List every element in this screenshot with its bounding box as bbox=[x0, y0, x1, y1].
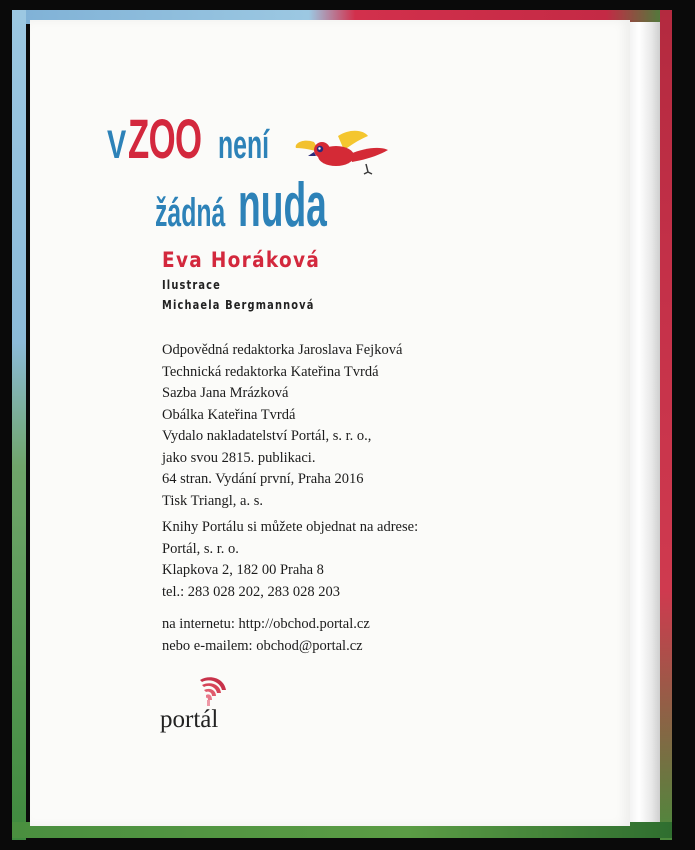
web-line: na internetu: http://obchod.portal.cz bbox=[162, 616, 370, 632]
title-word-nuda: nuda bbox=[238, 171, 328, 240]
order-address bbox=[162, 517, 418, 603]
imprint-line: Vydalo nakladatelství Portál, s. r. o., bbox=[162, 428, 372, 444]
book-cover-right-edge bbox=[660, 10, 672, 840]
imprint-line: Odpovědná redaktorka Jaroslava Fejková bbox=[162, 342, 403, 358]
order-line: Portál, s. r. o. bbox=[162, 540, 239, 557]
title-word-zadna: žádná bbox=[155, 191, 226, 235]
imprint-line: jako svou 2815. publikaci. bbox=[162, 449, 316, 466]
order-line: tel.: 283 028 202, 283 028 203 bbox=[162, 583, 341, 600]
imprint-credits bbox=[162, 340, 402, 512]
author-name: Eva Horáková bbox=[162, 248, 321, 272]
illustrator-name: Michaela Bergmannová bbox=[162, 298, 315, 312]
title-word-neni: není bbox=[218, 123, 270, 167]
portal-logo-icon bbox=[196, 674, 230, 710]
web-contact bbox=[162, 614, 370, 657]
title-word-v: V bbox=[107, 123, 127, 167]
portal-logo-text: portál bbox=[160, 706, 219, 733]
illustration-label: Ilustrace bbox=[162, 278, 221, 292]
parrot-illustration bbox=[292, 128, 392, 188]
title-word-zoo: ZOO bbox=[127, 107, 202, 170]
imprint-line: Technická redaktorka Kateřina Tvrdá bbox=[162, 363, 379, 380]
imprint-line: Tisk Triangl, a. s. bbox=[162, 492, 264, 509]
web-line: nebo e-mailem: obchod@portal.cz bbox=[162, 637, 363, 654]
order-line: Knihy Portálu si můžete objednat na adrese: bbox=[162, 519, 419, 535]
title-line-1 bbox=[107, 106, 300, 171]
imprint-line: 64 stran. Vydání první, Praha 2016 bbox=[162, 471, 364, 487]
book-cover-left-edge bbox=[12, 10, 26, 840]
imprint-line: Sazba Jana Mrázková bbox=[162, 385, 289, 401]
order-line: Klapkova 2, 182 00 Praha 8 bbox=[162, 562, 324, 578]
imprint-line: Obálka Kateřina Tvrdá bbox=[162, 406, 296, 423]
